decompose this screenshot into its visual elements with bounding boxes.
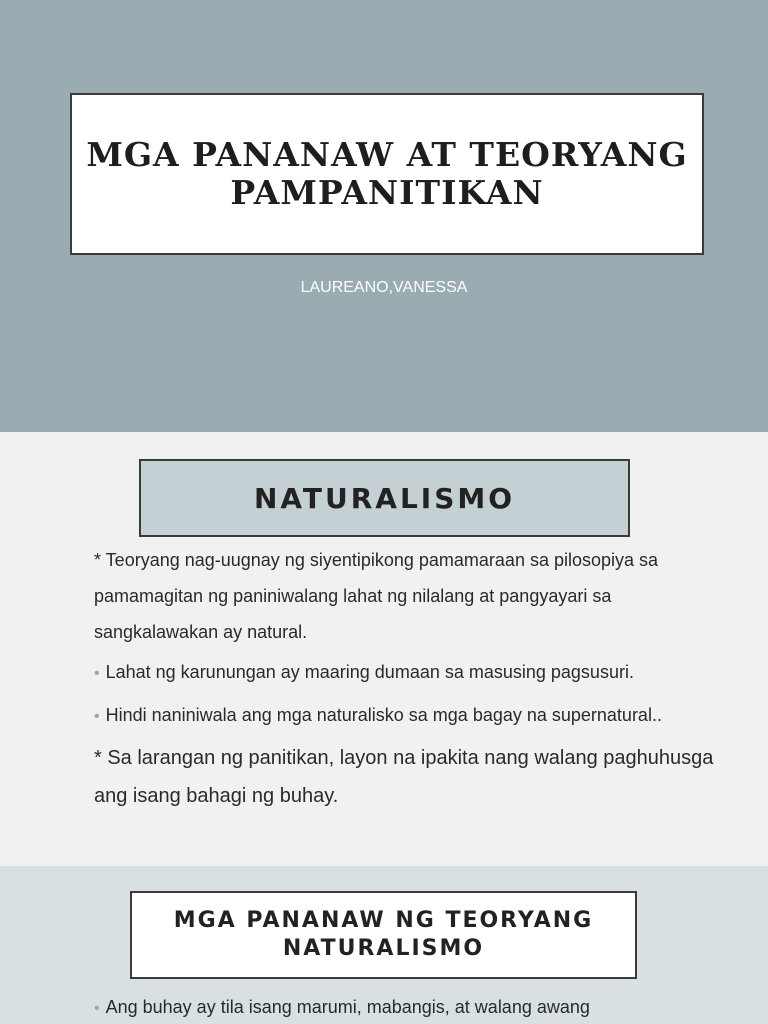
slide-title xyxy=(86,136,687,212)
naturalismo-slide xyxy=(0,432,768,866)
slide-heading: NATURALISMO xyxy=(253,481,516,515)
list-item-text: Lahat ng karunungan ay maaring dumaan sa masusing pagsusuri. xyxy=(105,662,634,682)
bullet-icon: • xyxy=(94,708,100,725)
list-item-text: Ang buhay ay tila isang marumi, mabangis, at walang awang xyxy=(105,997,590,1017)
slide-heading-line1: MGA PANANAW NG TEORYANG xyxy=(173,908,594,933)
definition-paragraph: * Teoryang nag-uugnay ng siyentipikong pamamaraan sa pilosopiya sa pamamagitan ng paniniwalang lahat ng nilalang at pangyayari sa sangkalawakan ay natural. xyxy=(94,550,659,642)
bullet-icon: • xyxy=(94,665,100,682)
list-item xyxy=(94,659,734,687)
list-item-text: Hindi naniniwala ang mga naturalisko sa mga bagay na supernatural.. xyxy=(105,705,662,725)
list-item xyxy=(94,702,734,730)
slide-heading xyxy=(174,907,594,963)
literature-paragraph: * Sa larangan ng panitikan, layon na ipakita nang walang paghuhusga ang isang bahagi ng buhay. xyxy=(94,747,714,807)
title-slide xyxy=(0,0,768,432)
heading-box xyxy=(139,459,630,537)
bullet-icon: • xyxy=(94,1000,100,1017)
title-box xyxy=(70,93,704,255)
heading-box xyxy=(130,891,637,979)
pananaw-slide xyxy=(0,866,768,1024)
slide-title-line2: PAMPANITIKAN xyxy=(230,173,544,212)
slide-title-line1: MGA PANANAW AT TEORYANG xyxy=(86,135,688,174)
slide-heading-line2: NATURALISMO xyxy=(282,936,485,961)
list-item xyxy=(94,994,734,1022)
author-name: LAUREANO,VANESSA xyxy=(300,279,468,296)
